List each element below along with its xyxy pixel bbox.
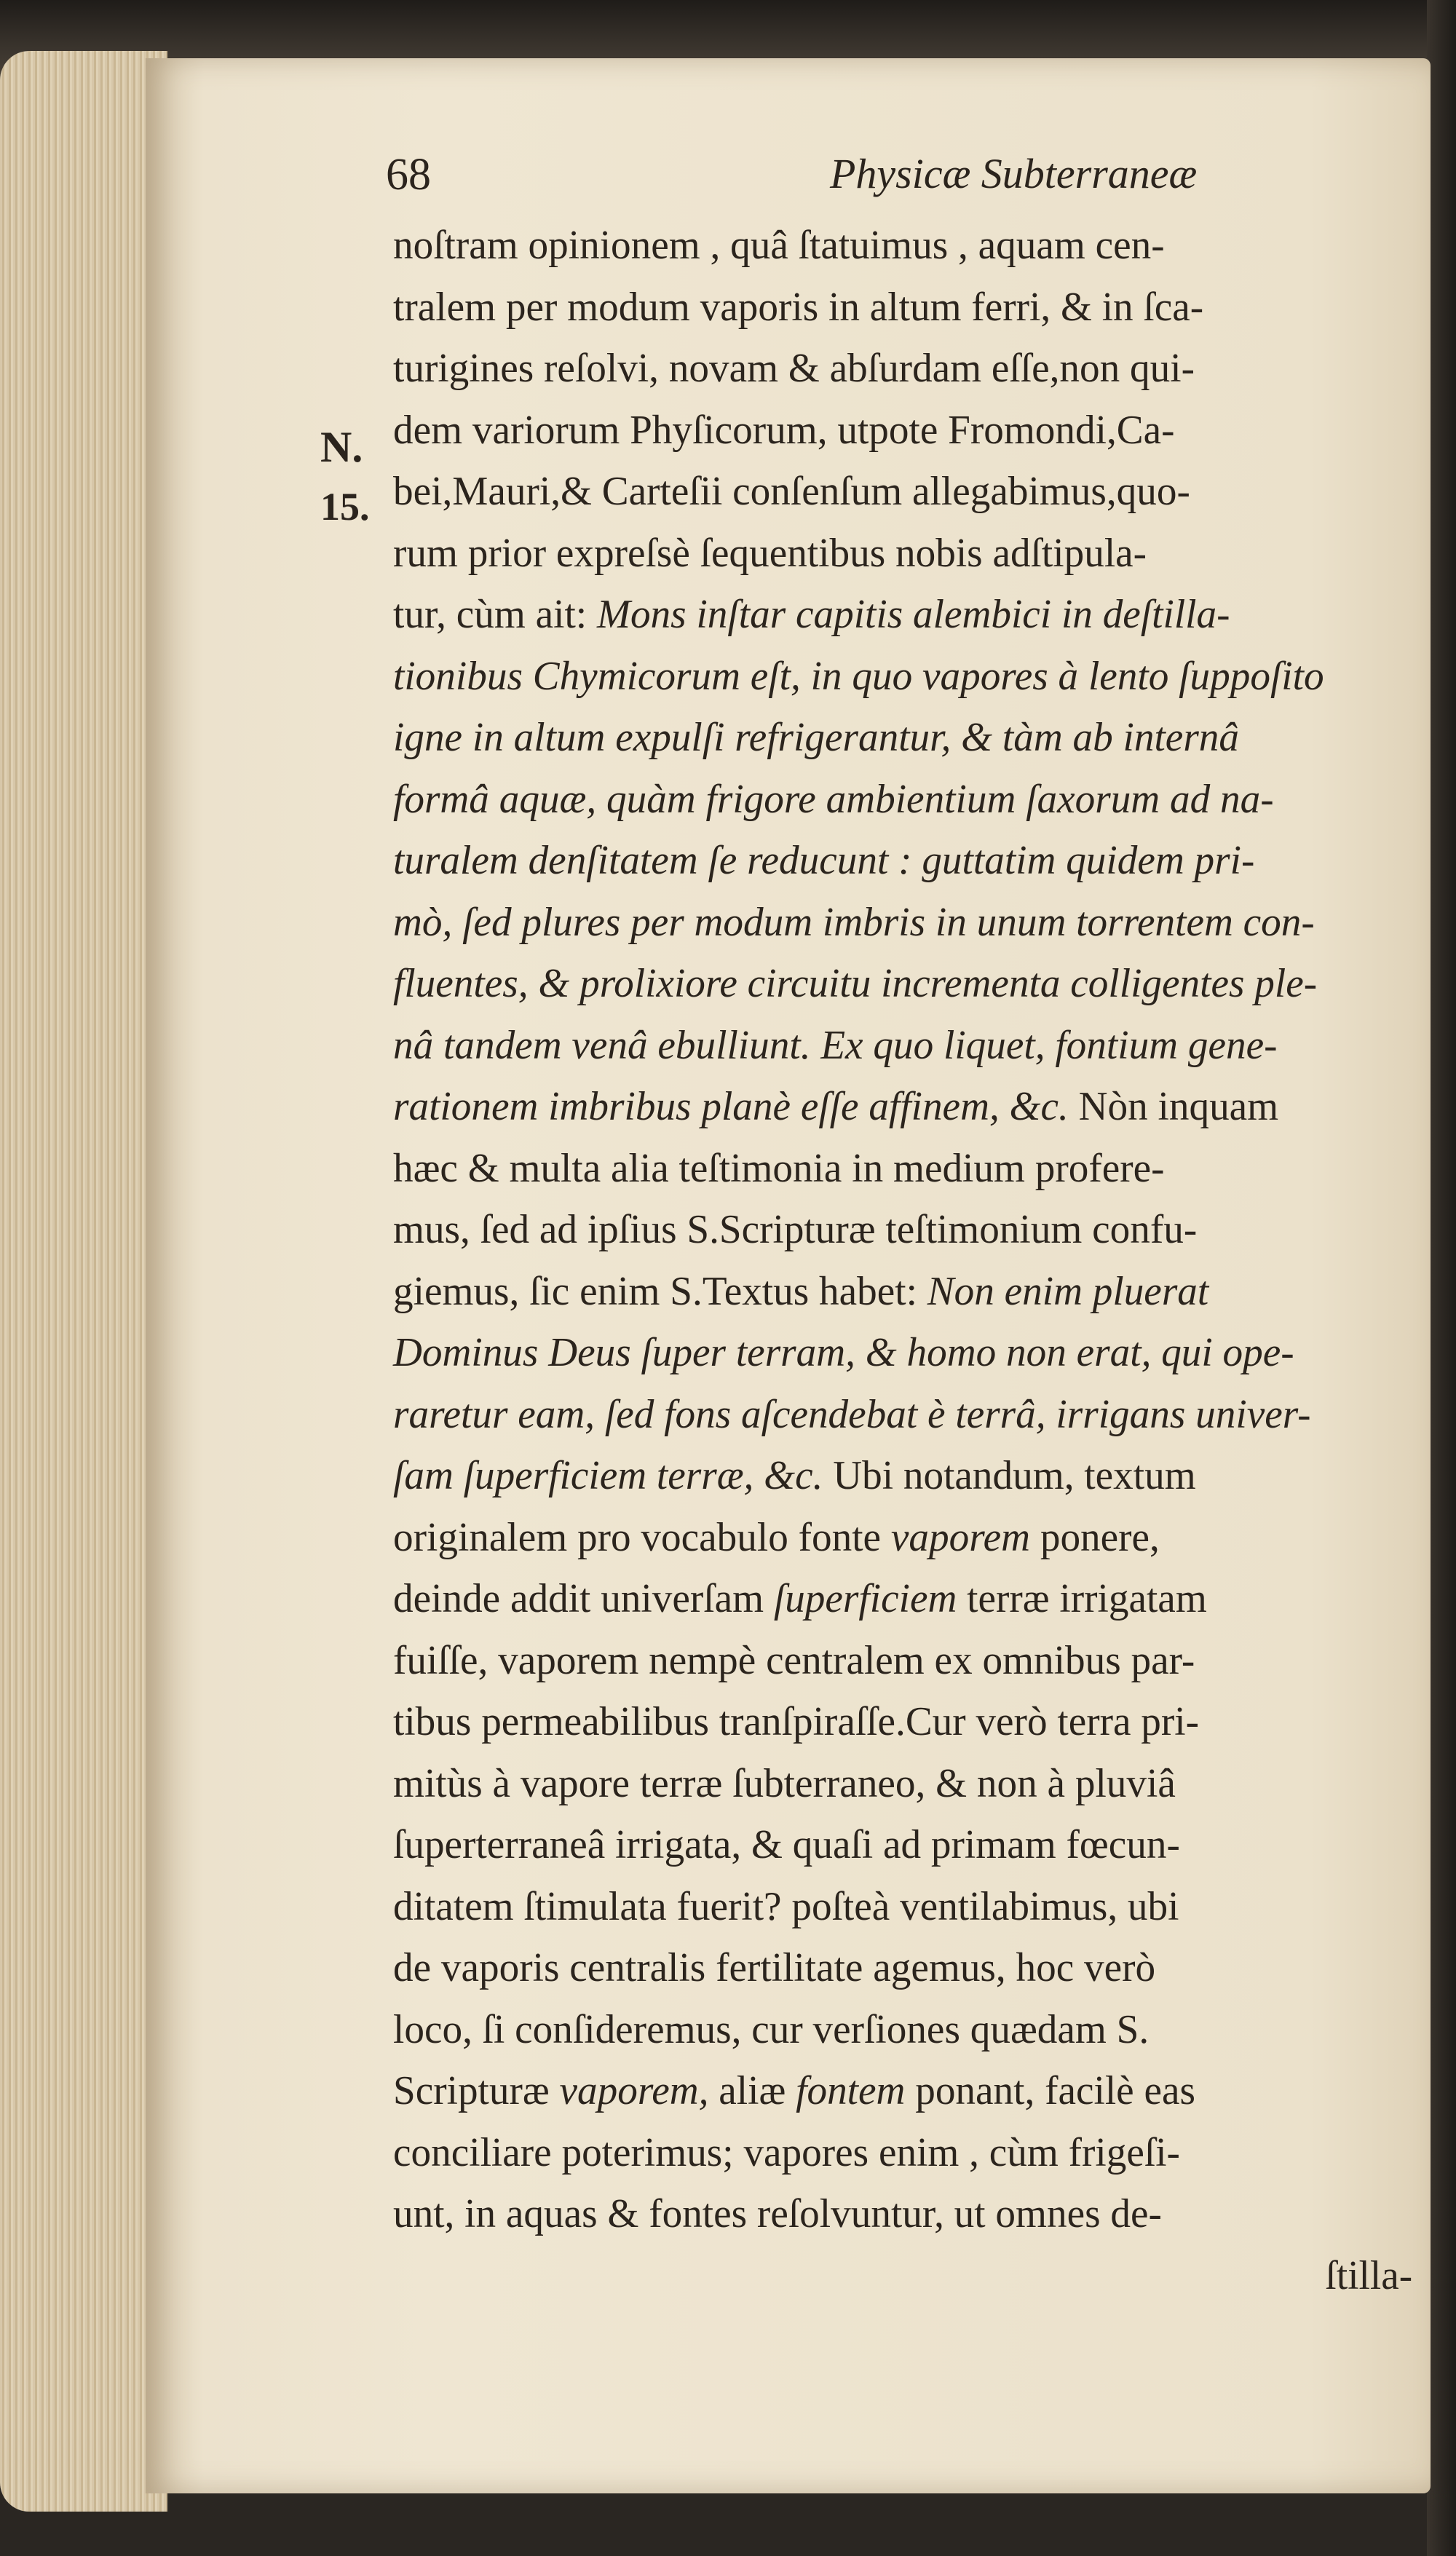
text-line — [393, 1322, 1412, 1384]
text-line — [393, 215, 1412, 277]
text-line — [393, 646, 1412, 708]
text-line — [393, 1199, 1412, 1261]
text-line — [393, 1568, 1412, 1630]
text-segment: formâ aquæ, quàm frigore ambientium ſaxorum ad na- — [393, 776, 1274, 822]
text-segment: rationem imbribus planè eſſe affinem, &c. — [393, 1084, 1069, 1129]
text-line — [393, 1507, 1412, 1569]
text-line — [393, 2060, 1412, 2122]
text-segment: hæc & multa alia teſtimonia in medium profere- — [393, 1145, 1165, 1191]
text-segment: ſuperficiem — [773, 1576, 957, 1621]
text-segment: Non enim pluerat — [927, 1268, 1209, 1314]
text-segment: ſuperterraneâ irrigata, & quaſi ad primam fœcun- — [393, 1822, 1180, 1867]
text-segment: fontem — [796, 2068, 906, 2113]
text-segment: originalem pro vocabulo fonte — [393, 1514, 891, 1560]
text-segment: rum prior expreſsè ſequentibus nobis adſtipula- — [393, 530, 1147, 576]
text-segment: tralem per modum vaporis in altum ferri, & in ſca- — [393, 284, 1204, 330]
text-line — [393, 523, 1412, 585]
text-segment: tur, cùm ait: — [393, 592, 597, 637]
text-segment: terræ irrigatam — [957, 1576, 1207, 1621]
text-segment: mò, ſed plures per modum imbris in unum torrentem con- — [393, 899, 1315, 945]
text-segment: giemus, ſic enim S.Textus habet: — [393, 1268, 927, 1314]
body-text — [393, 215, 1427, 2306]
text-line — [393, 1261, 1412, 1323]
book-cover-right — [1427, 0, 1456, 2556]
text-segment: Mons inſtar capitis alembici in deſtilla- — [596, 592, 1230, 637]
text-segment: mitùs à vapore terræ ſubterraneo, & non à pluviâ — [393, 1760, 1176, 1806]
text-line — [393, 1630, 1412, 1692]
text-line — [393, 769, 1412, 831]
text-line — [393, 461, 1412, 523]
text-segment: deinde addit univerſam — [393, 1576, 774, 1621]
text-line — [393, 1384, 1412, 1446]
text-segment: igne in altum expulſi refrigerantur, & tàm ab internâ — [393, 715, 1240, 760]
text-segment: unt, in aquas & fontes reſolvuntur, ut omnes de- — [393, 2191, 1162, 2236]
text-line — [393, 1814, 1412, 1876]
margin-note-letter: N. — [320, 423, 363, 471]
text-line — [393, 1876, 1412, 1938]
text-segment: Scripturæ — [393, 2068, 560, 2113]
text-segment: ditatem ſtimulata fuerit? poſteà ventilabimus, ubi — [393, 1883, 1179, 1929]
text-segment: fuiſſe, vaporem nempè centralem ex omnibus par- — [393, 1637, 1195, 1683]
text-segment: conciliare poterimus; vapores enim , cùm frigeſi- — [393, 2129, 1180, 2175]
text-line — [393, 1753, 1412, 1815]
text-line — [393, 1138, 1412, 1200]
text-segment: nâ tandem venâ ebulliunt. Ex quo liquet, fontium gene- — [393, 1022, 1278, 1068]
text-line — [393, 1999, 1412, 2061]
text-segment: turalem denſitatem ſe reducunt : guttatim quidem pri- — [393, 838, 1255, 883]
text-segment: loco, ſi conſideremus, cur verſiones quædam S. — [393, 2006, 1150, 2052]
text-segment: ſam ſuperficiem terræ, &c. — [393, 1453, 823, 1498]
text-segment: Ubi notandum, textum — [823, 1453, 1196, 1498]
text-line — [393, 1937, 1412, 1999]
text-segment: vaporem — [890, 1514, 1031, 1560]
running-title: Physicæ Subterraneæ — [830, 150, 1198, 197]
text-segment: aliæ — [708, 2068, 796, 2113]
text-line — [393, 400, 1412, 462]
text-line — [393, 2183, 1412, 2245]
page-header — [240, 149, 1332, 215]
text-line — [393, 830, 1412, 892]
text-segment: de vaporis centralis fertilitate agemus, hoc verò — [393, 1945, 1156, 1990]
text-segment: Dominus Deus ſuper terram, & homo non erat, qui ope- — [393, 1330, 1294, 1375]
text-segment: tibus permeabilibus tranſpiraſſe.Cur verò terra pri- — [393, 1699, 1200, 1744]
text-line — [393, 1691, 1412, 1753]
text-line — [393, 1445, 1412, 1507]
text-line — [393, 584, 1412, 646]
catchword: ſtilla- — [1325, 2252, 1413, 2298]
text-line — [393, 1076, 1412, 1138]
text-segment: raretur eam, ſed fons aſcendebat è terrâ, irrigans univer- — [393, 1391, 1311, 1437]
text-line — [393, 892, 1412, 954]
text-segment: bei,Mauri,& Carteſii conſenſum allegabimus,quo- — [393, 469, 1190, 514]
text-segment: vaporem, — [559, 2068, 709, 2113]
page-number: 68 — [386, 150, 431, 199]
text-segment: fluentes, & prolixiore circuitu incrementa colligentes ple- — [393, 961, 1318, 1006]
text-segment: ponere, — [1030, 1514, 1160, 1560]
text-segment: noſtram opinionem , quâ ſtatuimus , aquam cen- — [393, 223, 1165, 268]
margin-note-number: 15. — [320, 485, 370, 529]
text-segment: dem variorum Phyſicorum, utpote Fromondi,Ca- — [393, 407, 1175, 453]
text-line — [393, 277, 1412, 339]
text-segment: tionibus Chymicorum eſt, in quo vapores à lento ſuppoſito — [393, 653, 1324, 699]
text-segment: mus, ſed ad ipſius S.Scripturæ teſtimonium confu- — [393, 1207, 1198, 1252]
text-segment: Nòn inquam — [1068, 1084, 1279, 1129]
text-line — [393, 338, 1412, 400]
text-line — [393, 1015, 1412, 1077]
page-edges — [0, 51, 167, 2512]
text-line — [393, 707, 1412, 769]
text-line — [393, 2122, 1412, 2184]
text-line — [393, 953, 1412, 1015]
text-segment: ponant, facilè eas — [905, 2068, 1195, 2113]
text-segment: turigines reſolvi, novam & abſurdam eſſe,non qui- — [393, 346, 1195, 391]
